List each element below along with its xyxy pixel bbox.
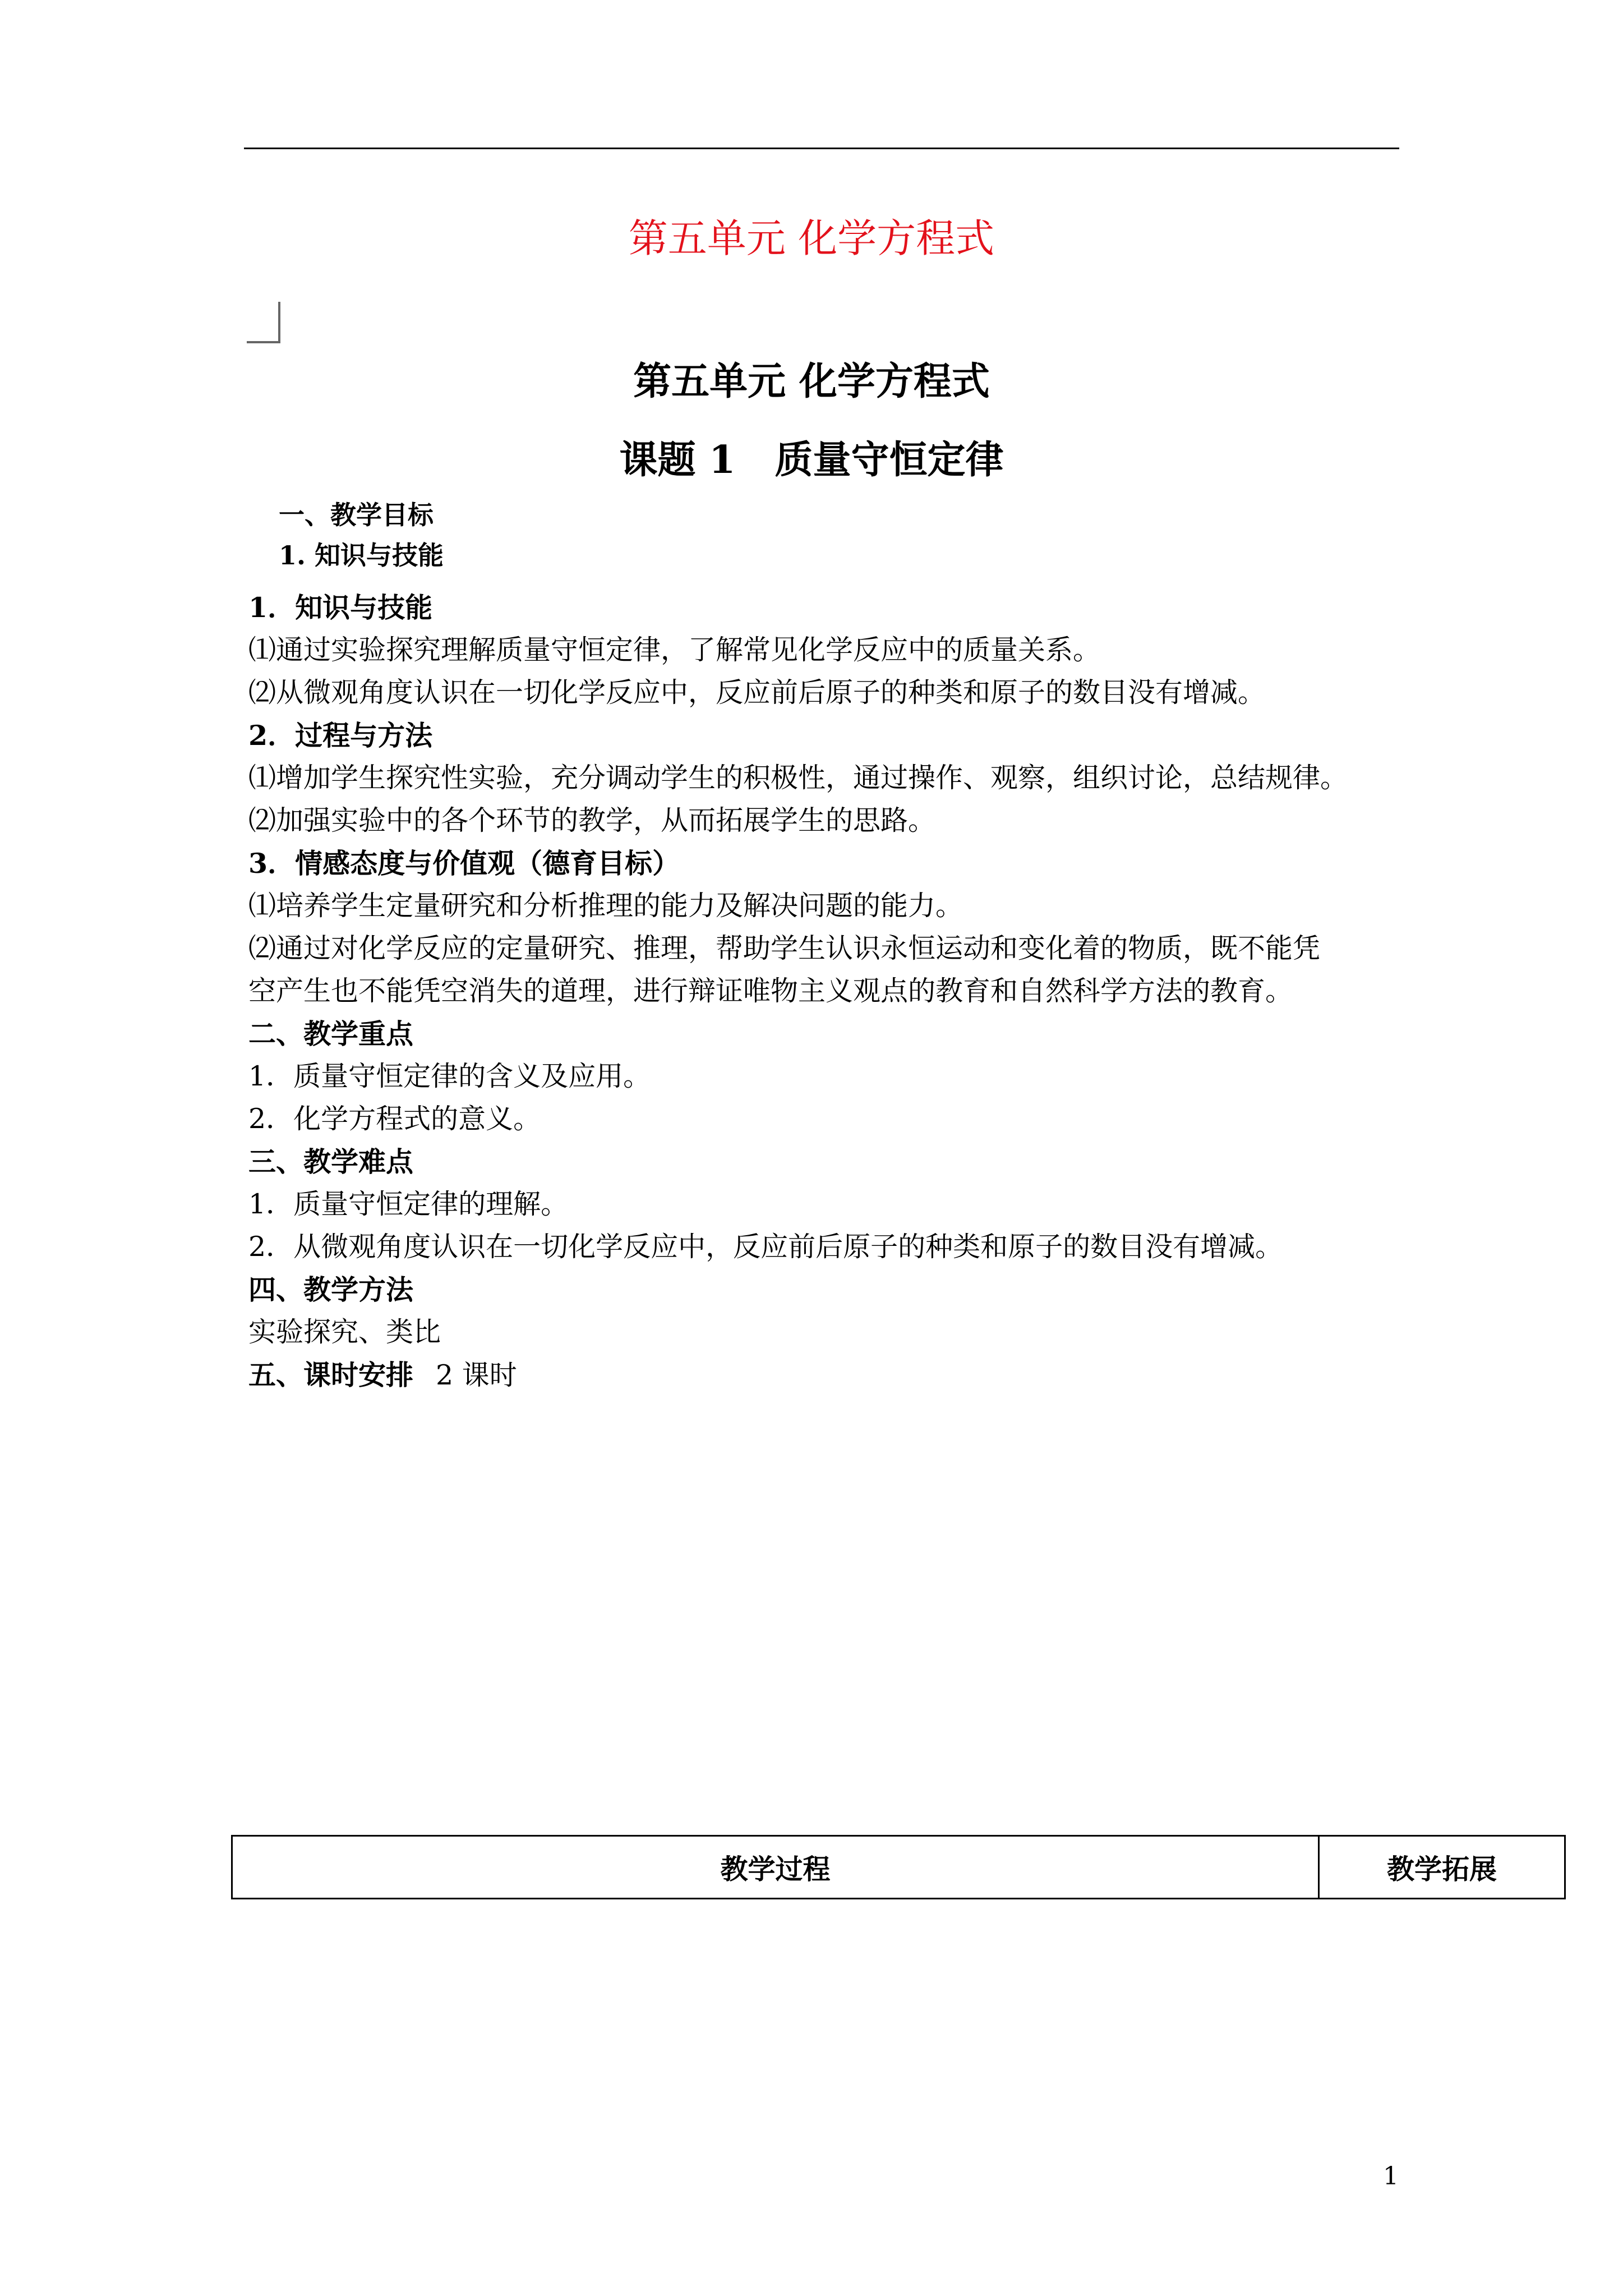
text-line: ⑵从微观角度认识在一切化学反应中，反应前后原子的种类和原子的数目没有增减。 — [248, 677, 1266, 708]
heading-knowledge: 1．知识与技能 — [248, 591, 433, 624]
schedule-label: 五、课时安排 — [248, 1359, 414, 1391]
page-number: 1 — [1383, 2162, 1399, 2191]
text-line: 2．化学方程式的意义。 — [248, 1103, 541, 1135]
text-line: ⑴通过实验探究理解质量守恒定律，了解常见化学反应中的质量关系。 — [248, 634, 1101, 666]
text-line: 1．质量守恒定律的含义及应用。 — [248, 1060, 651, 1092]
text-line: 2．从微观角度认识在一切化学反应中，反应前后原子的种类和原子的数目没有增减。 — [248, 1231, 1283, 1263]
heading-methods: 四、教学方法 — [248, 1273, 414, 1306]
lesson-number: 课题 1 — [619, 438, 736, 482]
header-title: 第五单元 化学方程式 — [628, 215, 995, 261]
process-table — [231, 1835, 1566, 1899]
text-line: 实验探究、类比 — [248, 1316, 441, 1348]
corner-crop-mark — [247, 302, 280, 343]
text-line: 空产生也不能凭空消失的道理，进行辩证唯物主义观点的教育和自然科学方法的教育。 — [248, 975, 1293, 1007]
lesson-title — [0, 429, 1623, 491]
text-line: 1．质量守恒定律的理解。 — [248, 1188, 569, 1220]
text-line: ⑵加强实验中的各个环节的教学，从而拓展学生的思路。 — [248, 804, 936, 836]
lesson-name: 质量守恒定律 — [774, 438, 1004, 482]
table-header-process: 教学过程 — [233, 1837, 1320, 1898]
schedule-value: 2 课时 — [436, 1359, 517, 1391]
text-line: ⑴增加学生探究性实验，充分调动学生的积极性，通过操作、观察，组织讨论，总结规律。 — [248, 762, 1348, 794]
header-rule — [244, 148, 1399, 149]
heading-teaching-goals: 一、教学目标 — [279, 500, 434, 530]
heading-difficulties: 三、教学难点 — [248, 1145, 414, 1178]
schedule-line — [248, 1354, 517, 1397]
text-line: ⑵通过对化学反应的定量研究、推理，帮助学生认识永恒运动和变化着的物质，既不能凭 — [248, 932, 1321, 964]
heading-process-method: 2．过程与方法 — [248, 719, 433, 752]
heading-attitude-values: 3．情感态度与价值观（德育目标） — [248, 847, 680, 880]
heading-key-points: 二、教学重点 — [248, 1018, 414, 1050]
text-line: ⑴培养学生定量研究和分析推理的能力及解决问题的能力。 — [248, 890, 963, 922]
heading-knowledge-small: 1. 知识与技能 — [279, 540, 444, 570]
unit-title: 第五单元 化学方程式 — [633, 359, 990, 404]
table-header-extension: 教学拓展 — [1386, 1852, 1497, 1885]
